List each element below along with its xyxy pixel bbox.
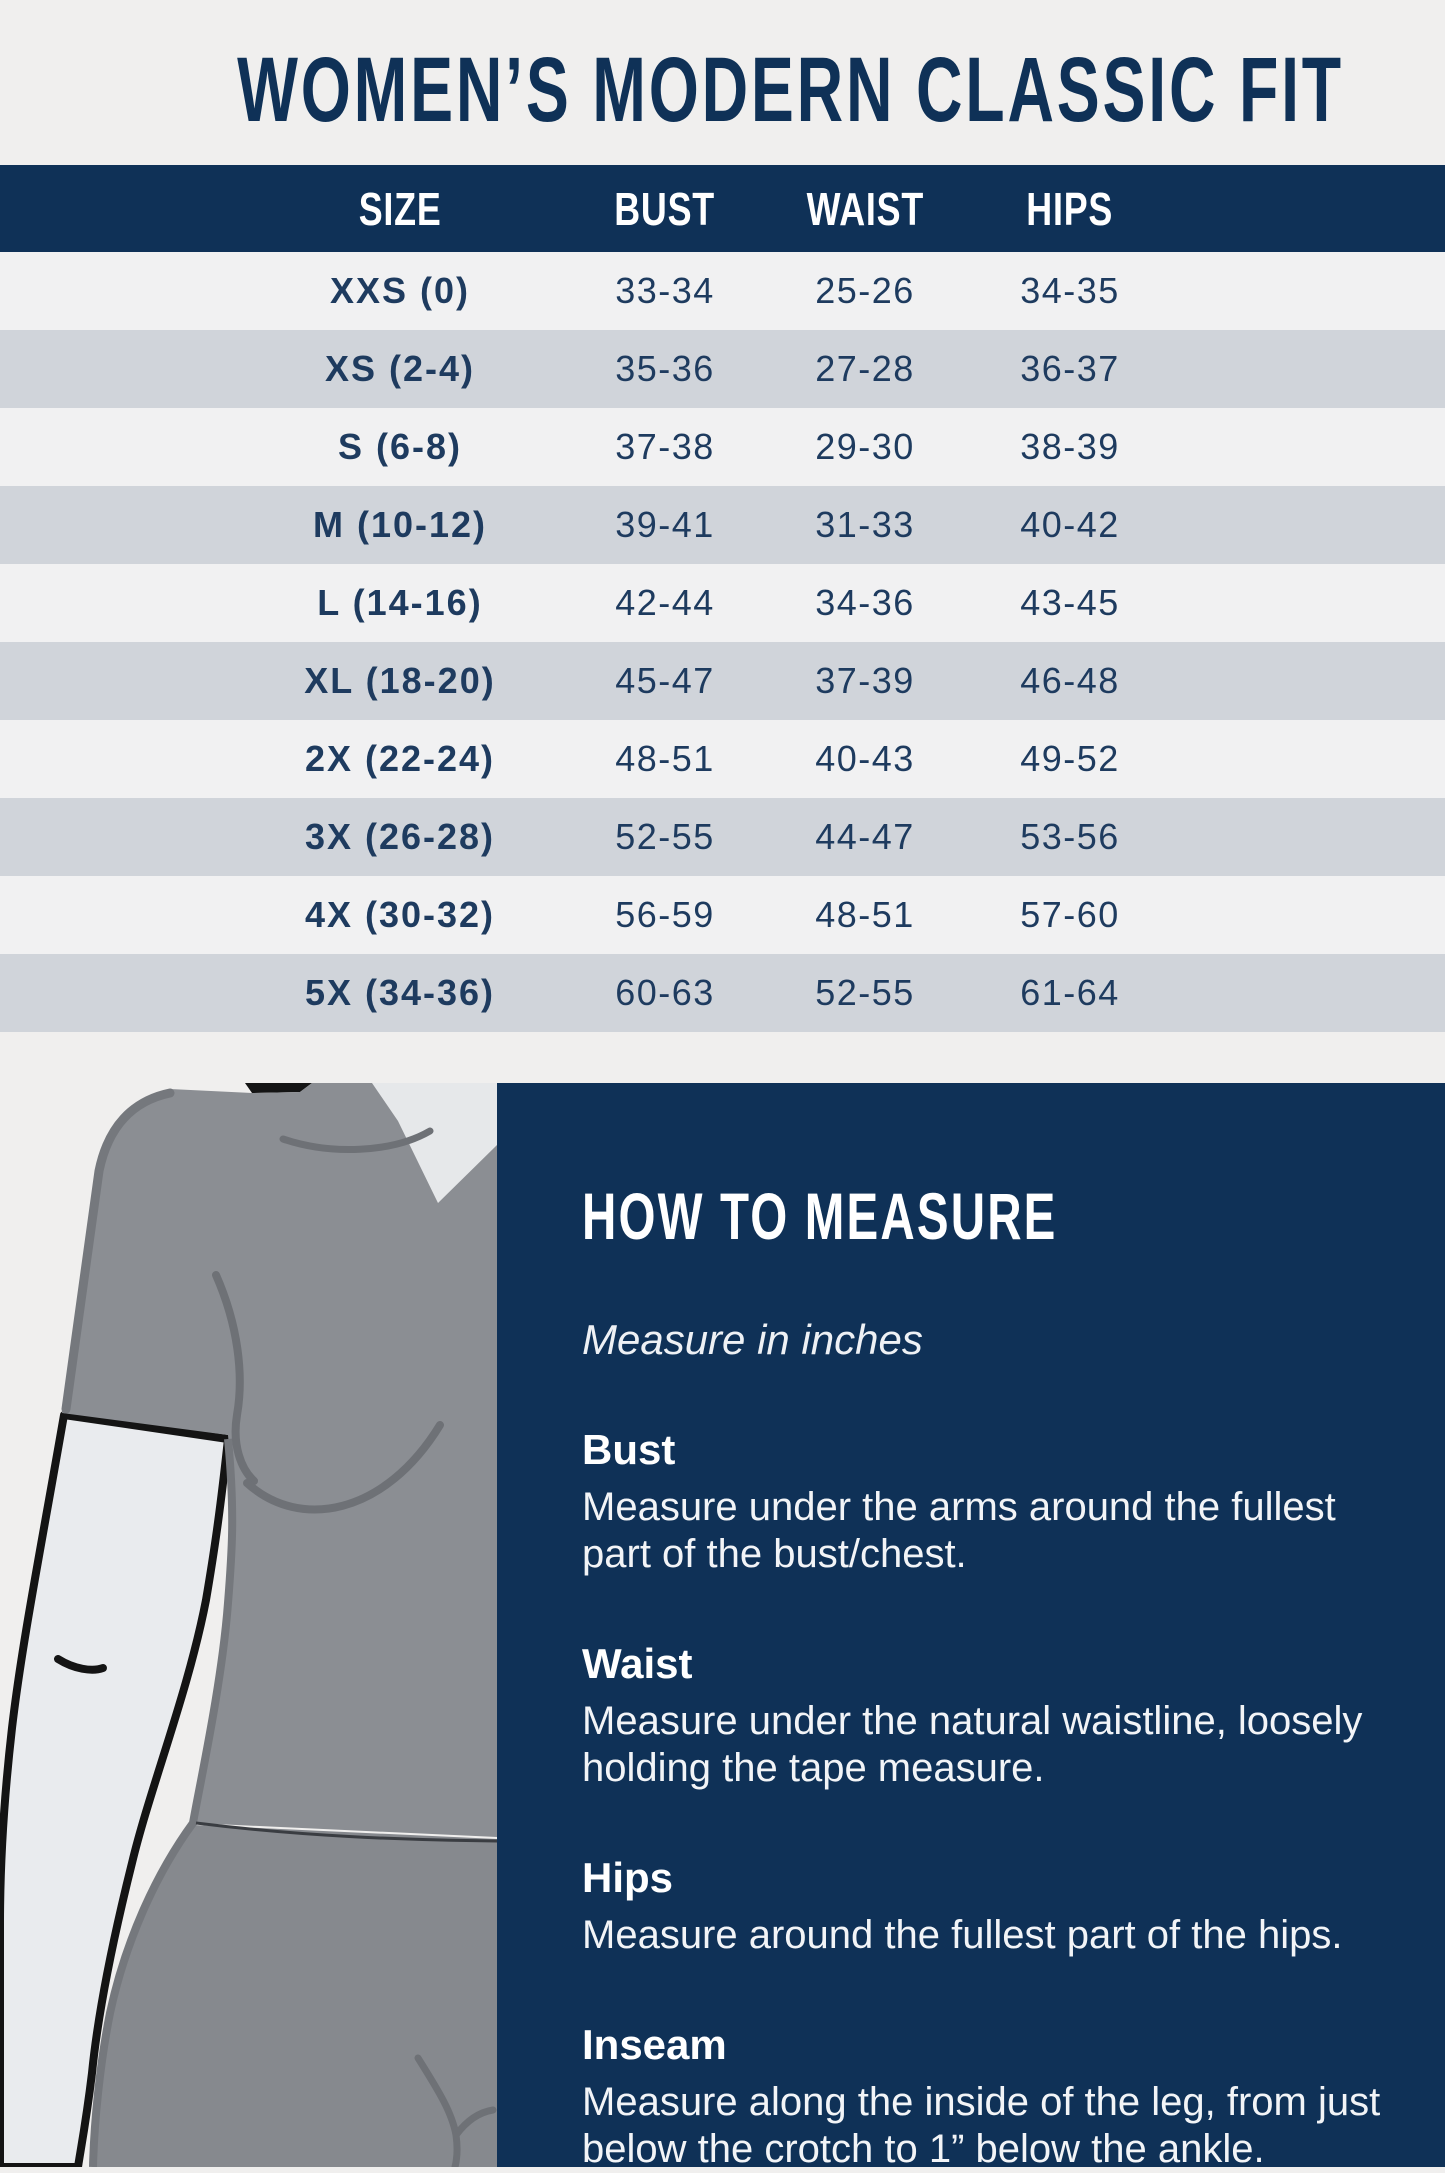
measure-section-text: Measure around the fullest part of the hips. [582, 1913, 1343, 1957]
size-cell: 2X (22-24) [304, 738, 496, 779]
hips-cell: 49-52 [1020, 738, 1120, 779]
column-header-hips: HIPS [1026, 182, 1114, 235]
page-title-wrap [0, 0, 1344, 165]
size-cell: S (6-8) [337, 426, 463, 467]
bust-cell: 35-36 [615, 348, 715, 389]
hips-cell: 34-35 [1020, 270, 1120, 311]
measure-section-text: Measure under the arms around the fullest part of the bust/chest. [582, 1485, 1336, 1576]
measure-units-note: Measure in inches [582, 1316, 923, 1363]
size-cell: L (14-16) [317, 582, 483, 623]
measure-section-text: Measure under the natural waistline, loosely holding the tape measure. [582, 1699, 1363, 1790]
mannequin-illustration [0, 1083, 497, 2167]
hips-cell: 43-45 [1020, 582, 1120, 623]
bottom-section [0, 1083, 1445, 2171]
page-title: WOMEN’S MODERN CLASSIC FIT [237, 39, 1344, 141]
hips-cell: 46-48 [1020, 660, 1120, 701]
waist-cell: 25-26 [815, 270, 915, 311]
waist-cell: 37-39 [815, 660, 915, 701]
size-cell: 4X (30-32) [304, 894, 496, 935]
size-cell: 5X (34-36) [304, 972, 496, 1013]
measure-section-label: Bust [582, 1426, 676, 1473]
size-cell: M (10-12) [312, 504, 488, 545]
waist-cell: 52-55 [815, 972, 915, 1013]
measure-section-text: Measure along the inside of the leg, from just below the crotch to 1” below the ankle. [582, 2080, 1381, 2171]
measure-section-inseam [582, 2021, 1385, 2173]
table-header-row [0, 165, 1445, 252]
bust-cell: 60-63 [615, 972, 715, 1013]
measure-section-hips [582, 1854, 1385, 1959]
bust-cell: 39-41 [615, 504, 715, 545]
how-to-measure-panel [497, 1083, 1445, 2171]
bust-cell: 48-51 [615, 738, 715, 779]
waist-cell: 34-36 [815, 582, 915, 623]
waist-cell: 40-43 [815, 738, 915, 779]
bust-cell: 42-44 [615, 582, 715, 623]
waist-cell: 31-33 [815, 504, 915, 545]
bust-cell: 52-55 [615, 816, 715, 857]
column-header-waist: WAIST [806, 182, 924, 235]
waist-cell: 48-51 [815, 894, 915, 935]
table-row [0, 642, 1445, 720]
size-cell: XS (2-4) [324, 348, 476, 389]
table-row [0, 720, 1445, 798]
table-row [0, 330, 1445, 408]
column-header-bust: BUST [614, 182, 716, 235]
table-row [0, 408, 1445, 486]
waist-cell: 44-47 [815, 816, 915, 857]
bust-cell: 45-47 [615, 660, 715, 701]
table-body [0, 252, 1445, 1032]
measure-section-label: Waist [582, 1640, 693, 1687]
bust-cell: 56-59 [615, 894, 715, 935]
bust-cell: 37-38 [615, 426, 715, 467]
size-cell: XL (18-20) [304, 660, 496, 701]
waist-cell: 27-28 [815, 348, 915, 389]
table-row [0, 252, 1445, 330]
measure-section-bust [582, 1426, 1385, 1578]
measure-section-label: Inseam [582, 2021, 727, 2068]
hips-cell: 36-37 [1020, 348, 1120, 389]
table-row [0, 486, 1445, 564]
size-cell: 3X (26-28) [304, 816, 496, 857]
size-chart-table [0, 165, 1445, 1032]
hips-cell: 61-64 [1020, 972, 1120, 1013]
hips-cell: 53-56 [1020, 816, 1120, 857]
how-to-measure-title: HOW TO MEASURE [582, 1179, 1058, 1253]
column-header-size: SIZE [358, 182, 442, 235]
measure-sections [582, 1426, 1385, 2173]
hips-cell: 57-60 [1020, 894, 1120, 935]
hips-cell: 40-42 [1020, 504, 1120, 545]
waist-cell: 29-30 [815, 426, 915, 467]
table-row [0, 876, 1445, 954]
table-row [0, 954, 1445, 1032]
measure-section-waist [582, 1640, 1385, 1792]
hips-cell: 38-39 [1020, 426, 1120, 467]
bust-cell: 33-34 [615, 270, 715, 311]
measure-section-label: Hips [582, 1854, 674, 1901]
table-row [0, 564, 1445, 642]
size-cell: XXS (0) [329, 270, 471, 311]
table-row [0, 798, 1445, 876]
